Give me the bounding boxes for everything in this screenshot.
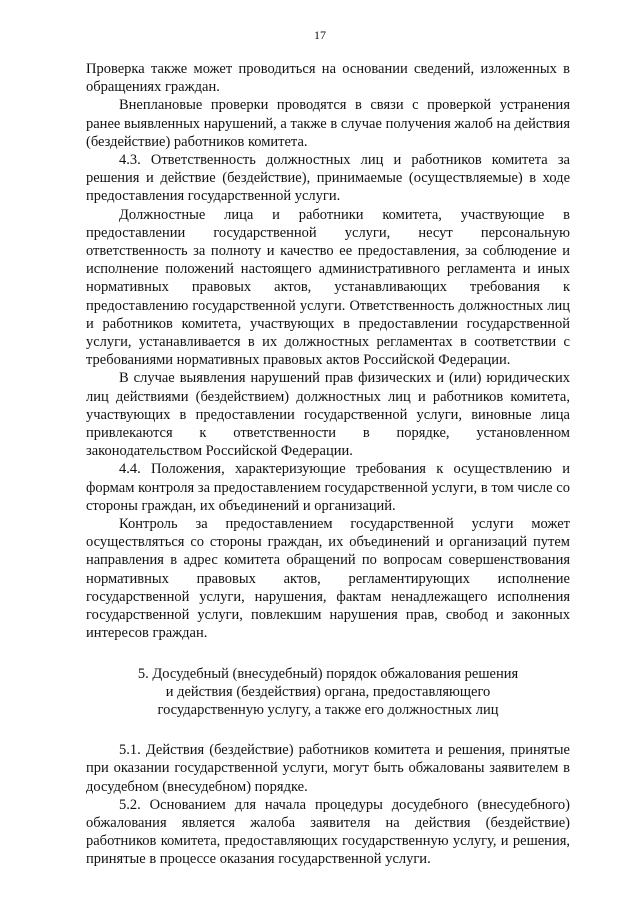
paragraphs-after-heading [86,741,570,868]
paragraphs-before-heading [86,60,570,643]
section-heading-line: 5. Досудебный (внесудебный) порядок обжалования решения [137,665,519,682]
body-paragraph: Должностные лица и работники комитета, участвующие в предоставлении государственной услуги, несут персональную ответственность за полноту и качество ее предоставления, за соблюдение и исполнение положений настоящего административного регламента и иных нормативных правовых актов, устанавливающих требования к предоставлению государственной услуги. Ответственность должностных лиц и работников комитета, участвующих в предоставлении государственной услуги, устанавливается в их должностных регламентах в соответствии с требованиями нормативных правовых актов Российской Федерации. [86,206,570,369]
section-heading-line: и действия (бездействия) органа, предоставляющего [165,683,491,700]
body-paragraph: 5.1. Действия (бездействие) работников комитета и решения, принятые при оказании государственной услуги, могут быть обжалованы заявителем в досудебном (внесудебном) порядке. [86,742,570,795]
page-body [86,60,570,869]
body-paragraph: Контроль за предоставлением государственной услуги может осуществляться со стороны граждан, их объединений и организаций путем направления в адрес комитета обращений по вопросам совершенствования нормативных правовых актов, регламентирующих исполнение государственной услуги, нарушения, фактам ненадлежащего исполнения государственной услуги, повлекшим нарушения прав, свобод и законных интересов граждан. [86,516,570,642]
body-paragraph: В случае выявления нарушений прав физических и (или) юридических лиц действиями (бездействием) должностных лиц и работников комитета, участвующих в предоставлении государственной услуги, виновные лица привлекаются к ответственности в порядке, установленном законодательством Российской Федерации. [86,370,570,460]
body-paragraph: Внеплановые проверки проводятся в связи с проверкой устранения ранее выявленных нарушений, а также в случае получения жалоб на действия (бездействие) работников комитета. [86,97,570,150]
body-paragraph: Проверка также может проводиться на основании сведений, изложенных в обращениях граждан. [86,61,570,96]
section-heading [86,665,570,720]
body-paragraph: 5.2. Основанием для начала процедуры досудебного (внесудебного) обжалования является жалоба заявителя на действия (бездействие) работников комитета, предоставляющих государственную услугу, и решения, принятые в процессе оказания государственной услуги. [86,796,570,868]
page-number: 17 [314,28,326,42]
section-heading-line: государственную услугу, а также его должностных лиц [157,701,499,718]
body-paragraph: 4.3. Ответственность должностных лиц и работников комитета за решения и действие (бездействие), принимаемые (осуществляемые) в ходе предоставления государственной услуги. [86,152,570,205]
body-paragraph: 4.4. Положения, характеризующие требования к осуществлению и формам контроля за предоставлением государственной услуги, в том числе со стороны граждан, их объединений и организаций. [86,461,570,514]
